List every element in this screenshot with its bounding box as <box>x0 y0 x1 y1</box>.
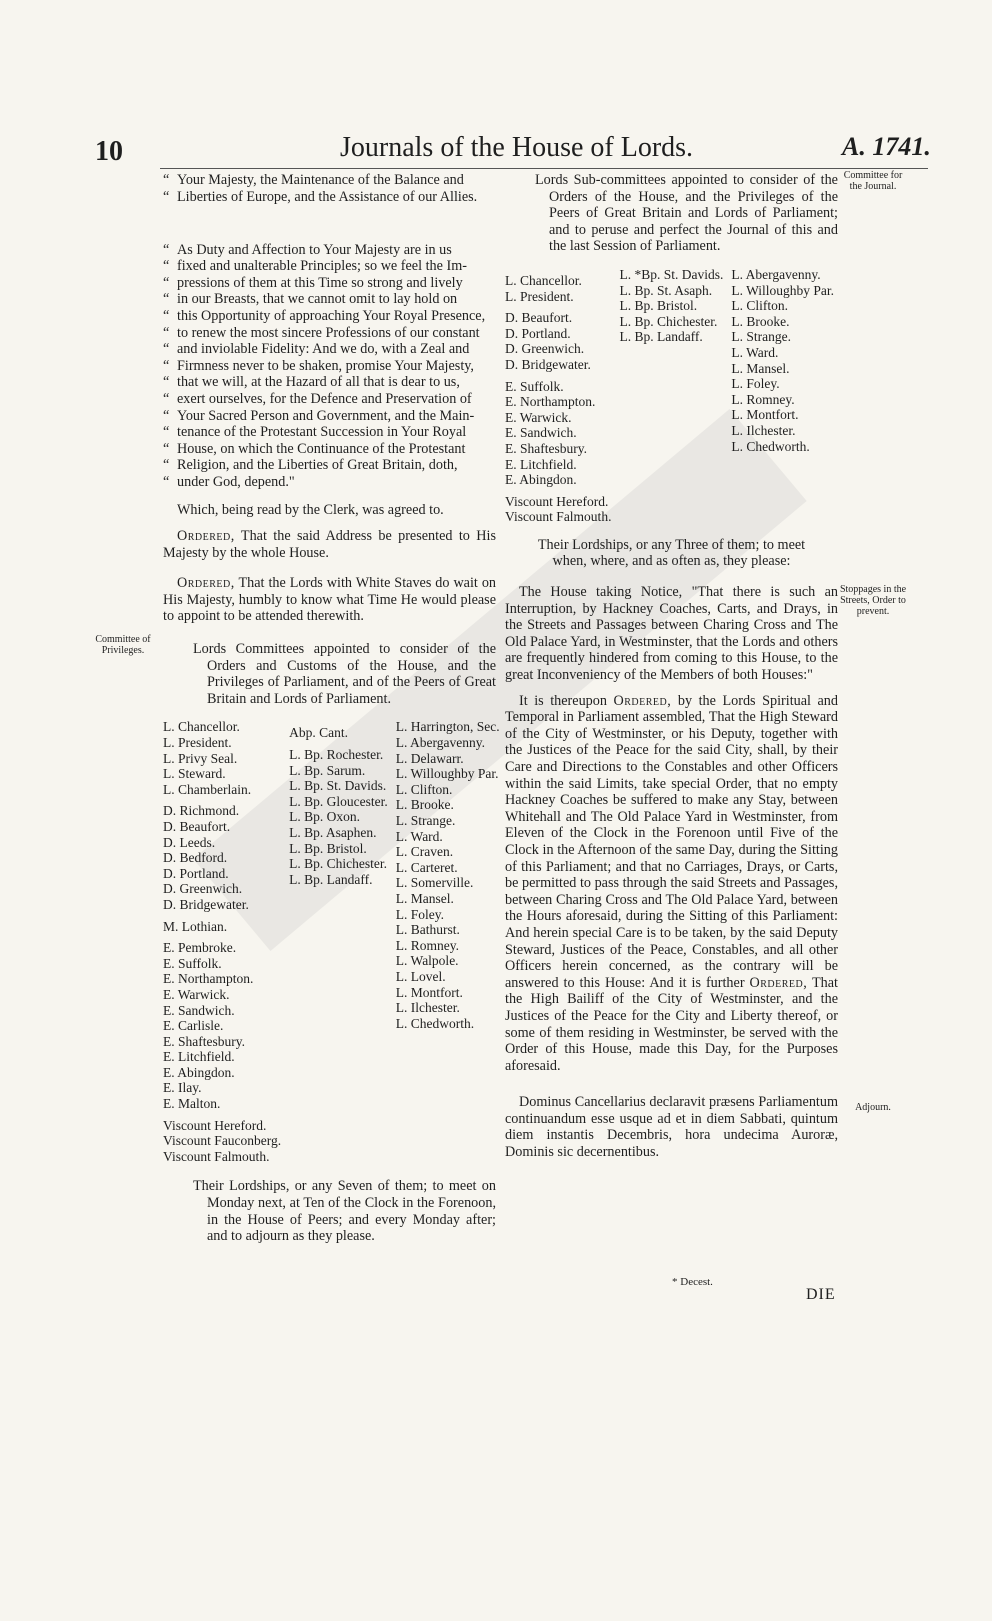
peer-name: L. Bp. Chichester. <box>289 856 388 872</box>
peer-name: L. *Bp. St. Davids. <box>619 266 724 282</box>
peer-name: L. Brooke. <box>395 797 454 813</box>
peer-name: L. Harrington, Sec. <box>395 719 500 735</box>
name-column-lay-peers <box>163 719 281 1164</box>
peer-name: L. Chedworth. <box>731 438 810 454</box>
peer-name: L. Chamberlain. <box>163 781 252 797</box>
order-pre: It is thereupon <box>519 692 607 709</box>
ordered-keyword: Ordered, <box>749 974 808 991</box>
order-address-presented <box>163 528 496 561</box>
ordered-keyword: Ordered, <box>613 692 672 709</box>
year-heading: A. 1741. <box>842 132 931 161</box>
quote-line: “ Your Sacred Person and Government, and the Main- <box>163 408 496 425</box>
committee-meeting-text: Their Lordships, or any Seven of them; to meet on Monday next, at Ten of the Clock in the Forenoon, in the House of Peers; and every Monday after; and to adjourn as they please. <box>193 1178 496 1245</box>
quote-line: “ House, on which the Continuance of the Protestant <box>163 441 496 458</box>
peer-name: E. Warwick. <box>163 986 230 1002</box>
peer-name: M. Lothian. <box>163 918 228 934</box>
quote-line: “ Firmness never to be shaken, promise Your Majesty, <box>163 358 496 375</box>
peer-name: E. Malton. <box>163 1096 221 1112</box>
peer-name: Abp. Cant. <box>289 725 349 741</box>
peer-name: L. Abergavenny. <box>731 266 821 282</box>
peer-name: L. Delawarr. <box>395 750 464 766</box>
peer-name: L. President. <box>163 735 232 750</box>
order-text: by the Lords Spiritual and Temporal in Parliament assembled, That the High Steward of the City of Westminster, or his Deputy, together with the Justices of the Peace for the said City, shall, by their Care and Directions to the Constables and other Officers within the said Limits, take special Order, that no empty Hackney Coaches be suffered to make any Stay, between Whitehall and The Old Palace Yard in Westminster, from Eleven of the Clock in the Forenoon until Five of the Clock in the Afternoon of the same Day, during the Sitting of this Parliament; and that no Carriages, Drays, or Carts, be permitted to pass through the said Streets and Passages, between Charing Cross and The Old Palace Yard, between the Hours aforesaid, during the Sitting of this Parliament: And herein special Care is to be taken, by the said Deputy Steward, Justices of the Peace, Constables, and all other Officers herein concerned, as the contrary will be answered to this House: And it is further <box>505 692 838 991</box>
peer-name: L. Walpole. <box>395 953 459 969</box>
peer-name: L. Craven. <box>395 844 454 860</box>
peer-name: E. Northampton. <box>163 971 254 987</box>
peer-name: L. Somerville. <box>395 875 474 891</box>
quote-line: “ Liberties of Europe, and the Assistance of our Allies. <box>163 189 496 206</box>
peer-name: L. Clifton. <box>731 298 788 314</box>
committee-intro: Lords Committees appointed to consider of the Orders and Customs of the House, and the Privileges of Parliament, and of the Peers of Great Britain and Lords of Parliament. <box>193 641 496 707</box>
name-column-bishops <box>289 719 388 1164</box>
peer-name: D. Portland. <box>163 865 229 881</box>
peer-name: L. Montfort. <box>731 407 799 423</box>
quote-line: “ this Opportunity of approaching Your Royal Presence, <box>163 308 496 325</box>
peer-name: L. Mansel. <box>395 890 454 906</box>
peer-name: Viscount Falmouth. <box>505 509 612 525</box>
running-title: Journals of the House of Lords. <box>340 132 694 163</box>
peer-name: L. Bp. Rochester. <box>289 747 384 762</box>
peer-name: L. Steward. <box>163 766 226 782</box>
peer-name: E. Shaftesbury. <box>163 1033 245 1049</box>
peer-name: L. Chancellor. <box>163 719 240 735</box>
peer-name: L. Mansel. <box>731 360 790 376</box>
peer-name: E. Warwick. <box>505 409 572 425</box>
peer-name: L. Romney. <box>731 391 795 407</box>
peer-name: Viscount Hereford. <box>163 1117 267 1133</box>
peer-name: L. Ward. <box>731 344 779 360</box>
right-column <box>505 172 838 1170</box>
subcommittee-meeting-text: Their Lordships, or any Three of them; to meet when, where, and as often as, they please: <box>537 536 806 570</box>
quote-line: “ fixed and unalterable Principles; so we feel the Im- <box>163 258 496 275</box>
margin-note-journal: Committee for the Journal. <box>843 170 903 192</box>
peer-name: E. Sandwich. <box>163 1002 235 1018</box>
peer-name: L. Bp. Sarum. <box>289 762 366 778</box>
peer-name: L. Lovel. <box>395 968 446 984</box>
quote-line: “ pressions of them at this Time so strong and lively <box>163 275 496 292</box>
peer-name: E. Carlisle. <box>163 1018 224 1034</box>
subcommittee-name-list <box>505 267 838 525</box>
name-column-barons <box>396 719 500 1164</box>
peer-name: L. Strange. <box>395 812 456 828</box>
peer-name: E. Abingdon. <box>505 472 577 488</box>
peer-name: L. Brooke. <box>731 313 790 329</box>
peer-name: D. Richmond. <box>163 803 240 819</box>
peer-name: Viscount Fauconberg. <box>163 1133 282 1149</box>
peer-name: L. Bathurst. <box>395 922 460 938</box>
peer-name: E. Sandwich. <box>505 425 577 441</box>
peer-name: D. Greenwich. <box>505 341 585 357</box>
quote-line: “ As Duty and Affection to Your Majesty are in us <box>163 242 496 259</box>
committee-name-list <box>163 719 500 1164</box>
order-white-staves <box>163 575 496 625</box>
peer-name: L. Bp. Gloucester. <box>289 793 388 809</box>
margin-note-privileges: Committee of Privileges. <box>95 634 151 656</box>
name-column-lay-peers <box>505 267 611 525</box>
peer-name: L. Bp. St. Asaph. <box>619 282 713 298</box>
quote-line: “ that we will, at the Hazard of all that is dear to us, <box>163 374 496 391</box>
subcommittee-intro: Lords Sub-committees appointed to consider of the Orders of the House, and the Privileges of the Peers of Great Britain and Lords of Parliament; and to peruse and perfect the Journal of this and the last Session of Parliament. <box>535 172 838 255</box>
agreed-text: Which, being read by the Clerk, was agreed to. <box>177 502 444 519</box>
margin-note-stoppages: Stoppages in the Streets, Order to prevent. <box>839 584 907 617</box>
peer-name: D. Beaufort. <box>163 818 231 834</box>
ordered-keyword: Ordered, <box>177 528 235 545</box>
peer-name: D. Bridgewater. <box>163 896 249 912</box>
peer-name: L. Ward. <box>395 828 443 844</box>
peer-name: L. Bp. Landaff. <box>619 329 703 345</box>
peer-name: E. Suffolk. <box>505 378 564 394</box>
peer-name: D. Bridgewater. <box>505 356 591 372</box>
peer-name: L. Bp. Bristol. <box>289 840 367 856</box>
name-column-barons <box>731 267 834 525</box>
peer-name: L. Clifton. <box>395 781 453 797</box>
peer-name: E. Litchfield. <box>505 456 577 472</box>
quote-spacer <box>163 219 496 227</box>
peer-name: D. Leeds. <box>163 834 216 850</box>
peer-name: L. Bp. Bristol. <box>619 298 698 314</box>
peer-name: L. Carteret. <box>395 859 458 875</box>
name-column-bishops <box>619 267 723 525</box>
quote-line: “ and inviolable Fidelity: And we do, with a Zeal and <box>163 341 496 358</box>
quote-line: “ under God, depend." <box>163 474 496 491</box>
peer-name: L. Abergavenny. <box>395 735 486 750</box>
peer-name: L. Montfort. <box>395 984 463 1000</box>
stoppages-notice: The House taking Notice, "That there is such an Interruption, by Hackney Coaches, Carts, and Drays, in the Streets and Passages between Charing Cross and The Old Palace Yard, in Westminster, that the Lords and others are frequently hindered from coming to this House, to the great Inconveniency of the Members of both Houses:" <box>505 584 838 684</box>
adjournment-text: Dominus Cancellarius declaravit præsens Parliamentum continuandum esse usque ad et in diem Sabbati, quintum diem instantis Decembris, hora undecima Auroræ, Dominis sic decernentibus. <box>505 1094 838 1161</box>
peer-name: L. Chancellor. <box>505 272 582 288</box>
peer-name: L. Privy Seal. <box>163 750 238 766</box>
peer-name: L. Bp. Landaff. <box>289 871 373 887</box>
peer-name: L. Foley. <box>395 906 445 922</box>
peer-name: L. Ilchester. <box>731 422 796 438</box>
peer-name: Viscount Hereford. <box>505 493 609 509</box>
peer-name: L. Bp. St. Davids. <box>289 778 387 794</box>
peer-name: L. Ilchester. <box>395 1000 460 1016</box>
peer-name: D. Bedford. <box>163 850 228 866</box>
peer-name: E. Litchfield. <box>163 1049 235 1065</box>
peer-name: L. Chedworth. <box>395 1015 475 1031</box>
peer-name: L. Bp. Chichester. <box>619 313 718 329</box>
ordered-text: That the said Address be presented to His Majesty by the whole House. <box>163 528 496 561</box>
peer-name: Viscount Falmouth. <box>163 1148 270 1164</box>
peer-name: L. Bp. Oxon. <box>289 809 361 825</box>
address-quote <box>163 172 496 490</box>
quote-line: “ to renew the most sincere Professions of our constant <box>163 325 496 342</box>
peer-name: D. Portland. <box>505 325 571 341</box>
peer-name: L. President. <box>505 288 574 304</box>
quote-line: “ in our Breasts, that we cannot omit to lay hold on <box>163 291 496 308</box>
left-column <box>163 172 500 1257</box>
ordered-keyword: Ordered, <box>177 575 235 592</box>
peer-name: E. Pembroke. <box>163 940 237 956</box>
quote-line: “ Your Majesty, the Maintenance of the Balance and <box>163 172 496 189</box>
ordered-text: That the Lords with White Staves do wait on His Majesty, humbly to know what Time He would please to appoint to be attended therewith. <box>163 575 497 625</box>
peer-name: D. Greenwich. <box>163 881 243 897</box>
peer-name: E. Abingdon. <box>163 1064 235 1080</box>
footnote: * Decest. <box>672 1276 713 1288</box>
quote-line: “ exert ourselves, for the Defence and Preservation of <box>163 391 496 408</box>
peer-name: L. Romney. <box>395 937 460 953</box>
peer-name: L. Willoughby Par. <box>395 766 499 782</box>
peer-name: E. Northampton. <box>505 394 596 410</box>
peer-name: L. Strange. <box>731 329 791 345</box>
peer-name: L. Bp. Asaphen. <box>289 824 377 840</box>
quote-line: “ Religion, and the Liberties of Great Britain, doth, <box>163 457 496 474</box>
peer-name: E. Suffolk. <box>163 955 222 971</box>
peer-name: E. Ilay. <box>163 1080 202 1096</box>
catchword: DIE <box>806 1286 836 1303</box>
peer-name: D. Beaufort. <box>505 310 573 326</box>
peer-name: L. Foley. <box>731 376 780 392</box>
stoppages-order <box>505 693 838 1075</box>
peer-name: L. Willoughby Par. <box>731 282 835 298</box>
quote-line: “ tenance of the Protestant Succession in Your Royal <box>163 424 496 441</box>
page-number: 10 <box>95 136 123 167</box>
order-text-2: That the High Bailiff of the City of Westminster, and the Justices of the Peace for the City and Liberty thereof, or some of them residing in Westminster, be served with the Order of this House, made this Day, for the Purposes aforesaid. <box>505 974 838 1074</box>
margin-note-adjourn: Adjourn. <box>855 1102 891 1113</box>
peer-name: E. Shaftesbury. <box>505 440 587 456</box>
header-rule <box>160 168 928 169</box>
